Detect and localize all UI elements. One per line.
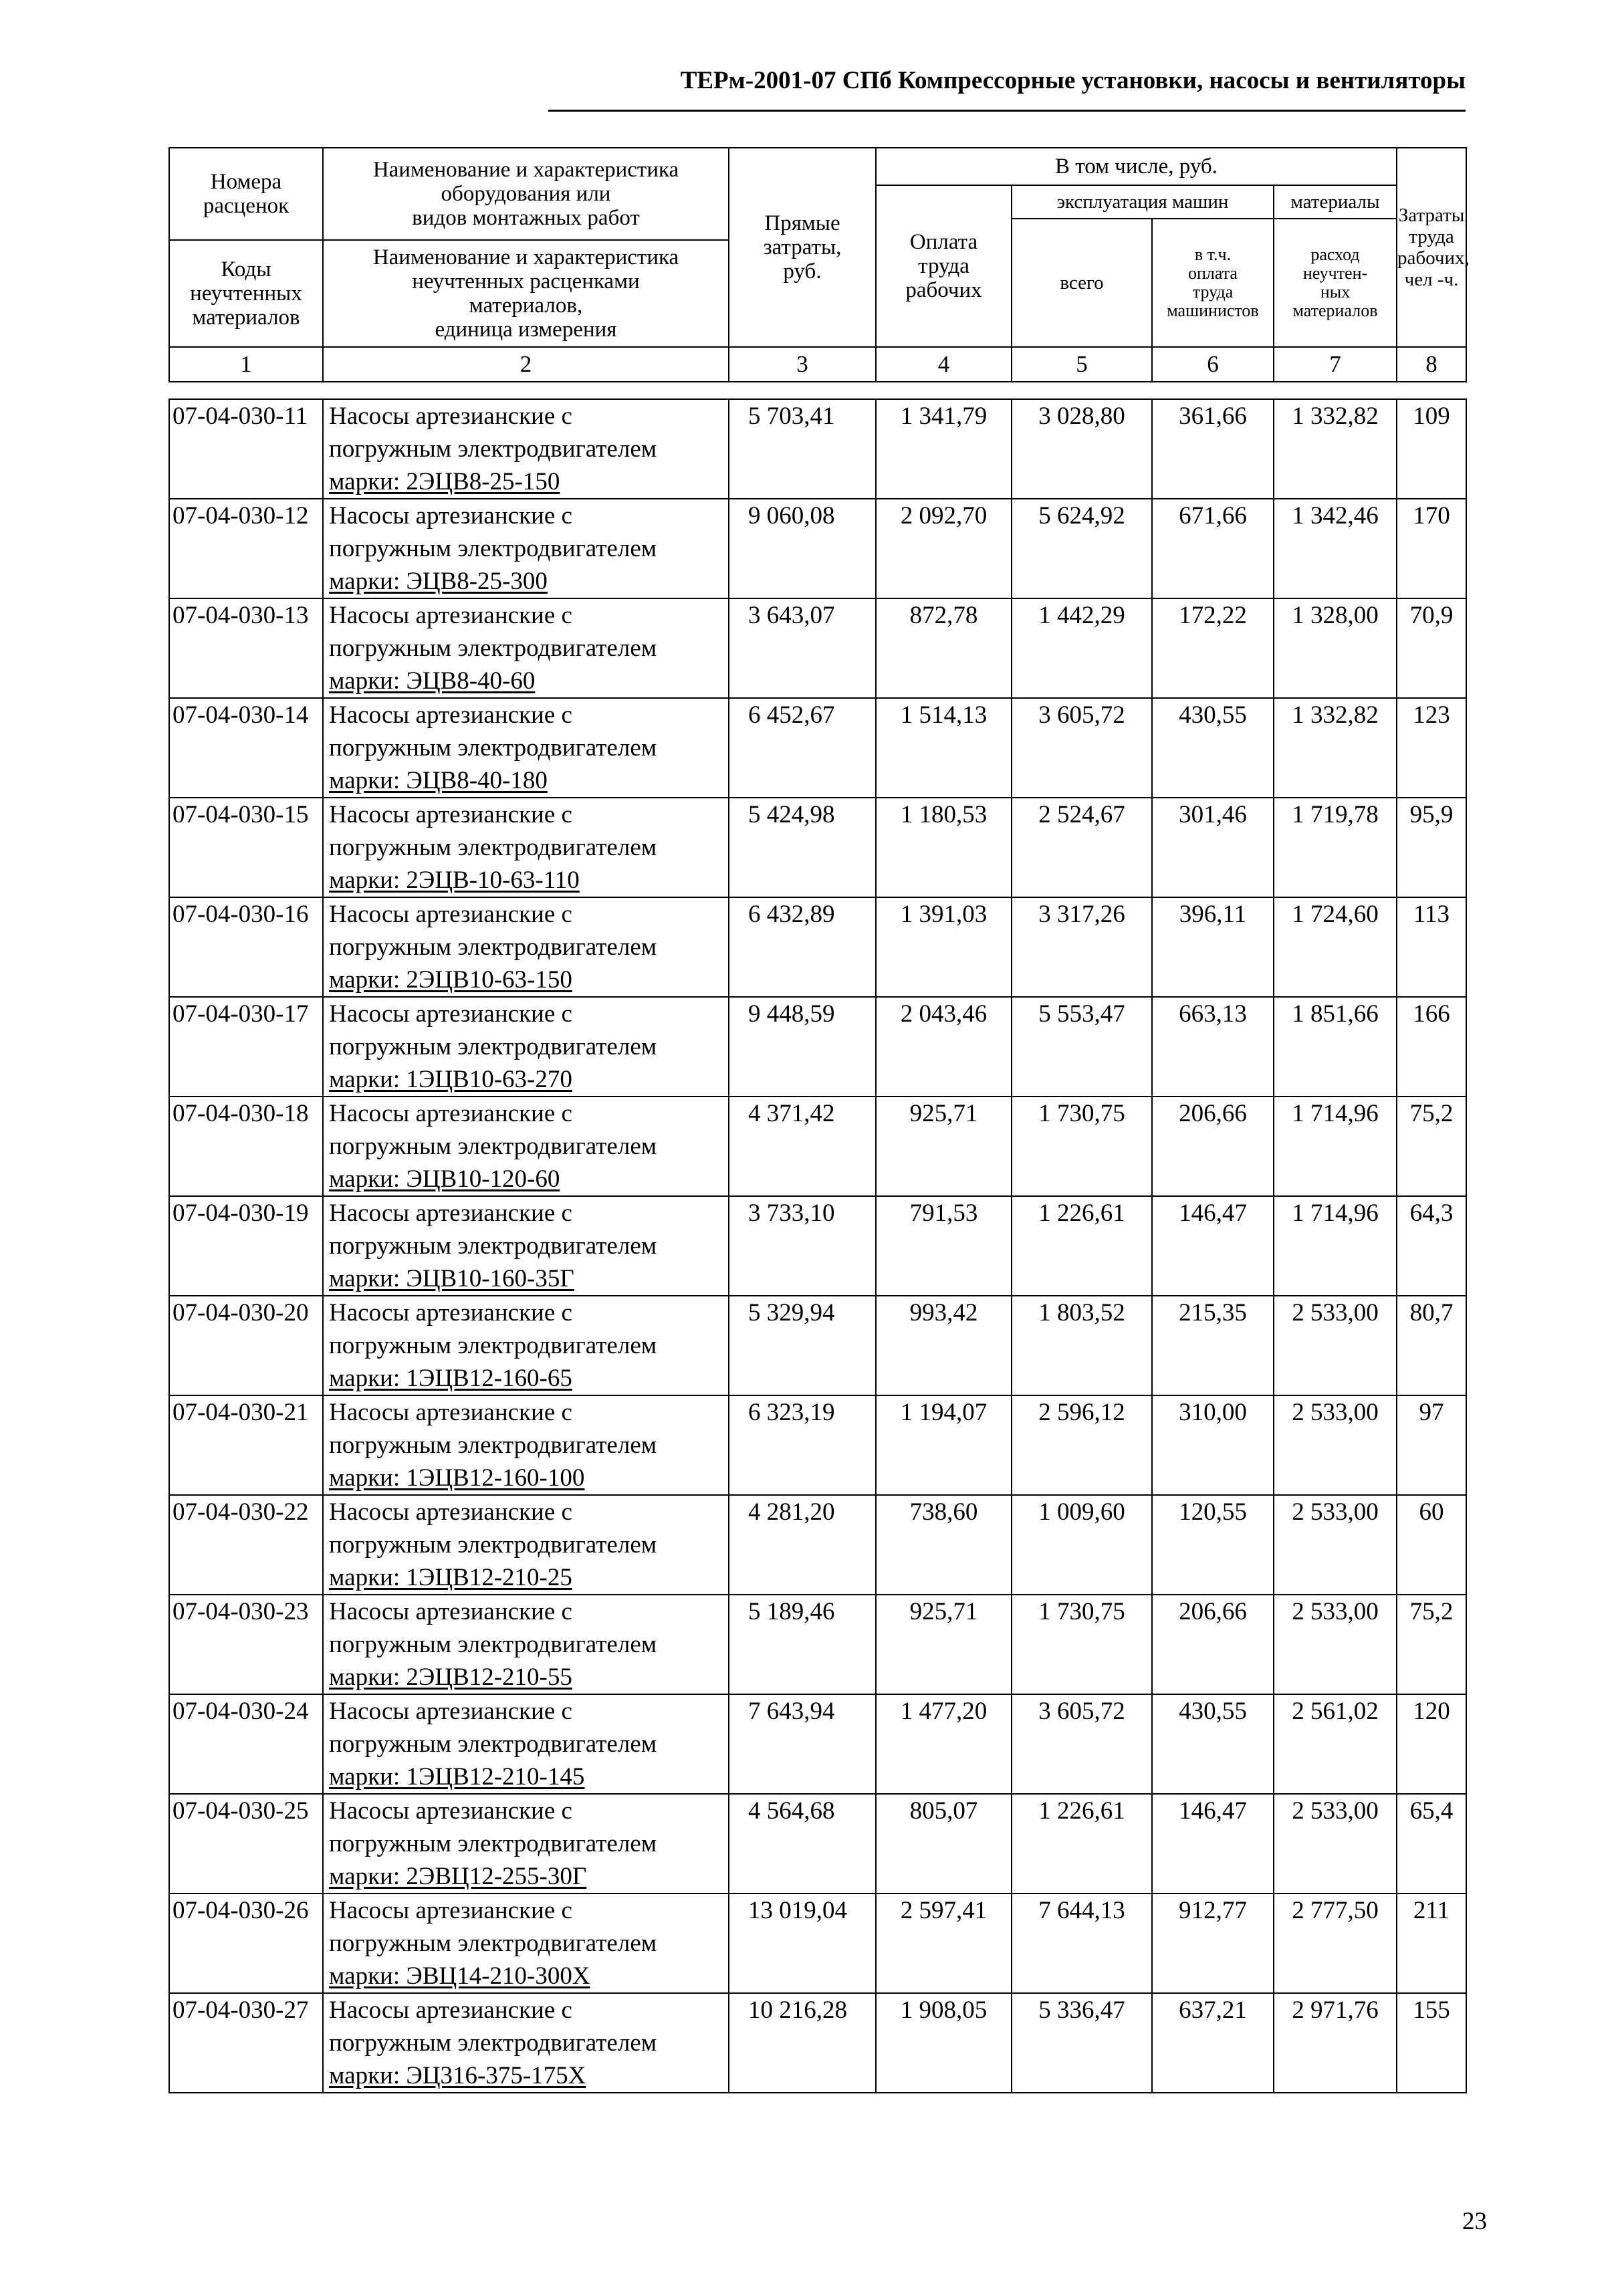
operators-pay: 396,11 — [1152, 897, 1274, 997]
direct-costs: 7 643,94 — [729, 1694, 876, 1794]
operators-pay: 912,77 — [1152, 1893, 1274, 1993]
table-row — [169, 598, 1466, 698]
labor-hours: 65,4 — [1397, 1794, 1466, 1893]
worker-pay: 1 194,07 — [876, 1395, 1012, 1495]
header-materials: материалы — [1274, 185, 1397, 219]
direct-costs: 4 564,68 — [729, 1794, 876, 1893]
worker-pay: 925,71 — [876, 1595, 1012, 1694]
labor-hours: 70,9 — [1397, 598, 1466, 698]
worker-pay: 1 477,20 — [876, 1694, 1012, 1794]
labor-hours: 113 — [1397, 897, 1466, 997]
rate-code: 07-04-030-21 — [169, 1395, 323, 1495]
materials-cost: 1 332,82 — [1274, 399, 1397, 499]
machines-total: 5 553,47 — [1012, 997, 1152, 1097]
operators-pay: 206,66 — [1152, 1097, 1274, 1196]
equipment-name: Насосы артезианские с погружным электродвигателем марки: 2ЭЦВ12-210-55 — [323, 1595, 729, 1694]
equipment-name: Насосы артезианские с погружным электродвигателем марки: ЭВЦ14-210-300Х — [323, 1893, 729, 1993]
worker-pay: 2 092,70 — [876, 499, 1012, 598]
labor-hours: 75,2 — [1397, 1097, 1466, 1196]
table-row — [169, 1694, 1466, 1794]
header-worker-pay: Оплата труда рабочих — [876, 185, 1012, 347]
materials-cost: 2 561,02 — [1274, 1694, 1397, 1794]
header-group-title: В том числе, руб. — [876, 148, 1397, 185]
equipment-name: Насосы артезианские с погружным электродвигателем марки: ЭЦВ10-120-60 — [323, 1097, 729, 1196]
machines-total: 1 730,75 — [1012, 1595, 1152, 1694]
worker-pay: 993,42 — [876, 1296, 1012, 1395]
materials-cost: 1 714,96 — [1274, 1196, 1397, 1296]
machines-total: 3 028,80 — [1012, 399, 1152, 499]
materials-cost: 2 971,76 — [1274, 1993, 1397, 2093]
worker-pay: 805,07 — [876, 1794, 1012, 1893]
rate-code: 07-04-030-12 — [169, 499, 323, 598]
labor-hours: 155 — [1397, 1993, 1466, 2093]
table-row — [169, 1794, 1466, 1893]
equipment-name: Насосы артезианские с погружным электродвигателем марки: ЭЦВ10-160-35Г — [323, 1196, 729, 1296]
rate-code: 07-04-030-27 — [169, 1993, 323, 2093]
operators-pay: 146,47 — [1152, 1794, 1274, 1893]
equipment-name: Насосы артезианские с погружным электродвигателем марки: ЭЦВ8-40-180 — [323, 698, 729, 798]
machines-total: 5 336,47 — [1012, 1993, 1152, 2093]
table-row — [169, 698, 1466, 798]
rate-code: 07-04-030-14 — [169, 698, 323, 798]
direct-costs: 6 452,67 — [729, 698, 876, 798]
worker-pay: 872,78 — [876, 598, 1012, 698]
labor-hours: 97 — [1397, 1395, 1466, 1495]
rate-code: 07-04-030-20 — [169, 1296, 323, 1395]
equipment-name: Насосы артезианские с погружным электродвигателем марки: 1ЭЦВ12-210-25 — [323, 1495, 729, 1595]
materials-cost: 2 533,00 — [1274, 1395, 1397, 1495]
materials-cost: 1 328,00 — [1274, 598, 1397, 698]
direct-costs: 9 060,08 — [729, 499, 876, 598]
direct-costs: 6 323,19 — [729, 1395, 876, 1495]
direct-costs: 4 281,20 — [729, 1495, 876, 1595]
worker-pay: 925,71 — [876, 1097, 1012, 1196]
materials-cost: 1 851,66 — [1274, 997, 1397, 1097]
labor-hours: 170 — [1397, 499, 1466, 598]
worker-pay: 738,60 — [876, 1495, 1012, 1595]
materials-cost: 1 714,96 — [1274, 1097, 1397, 1196]
direct-costs: 5 329,94 — [729, 1296, 876, 1395]
rate-code: 07-04-030-15 — [169, 798, 323, 897]
rates-table — [168, 398, 1467, 2093]
labor-hours: 64,3 — [1397, 1196, 1466, 1296]
table-row — [169, 499, 1466, 598]
materials-cost: 2 533,00 — [1274, 1794, 1397, 1893]
worker-pay: 2 043,46 — [876, 997, 1012, 1097]
equipment-name: Насосы артезианские с погружным электродвигателем марки: 2ЭЦВ8-25-150 — [323, 399, 729, 499]
operators-pay: 310,00 — [1152, 1395, 1274, 1495]
direct-costs: 6 432,89 — [729, 897, 876, 997]
direct-costs: 5 424,98 — [729, 798, 876, 897]
worker-pay: 1 341,79 — [876, 399, 1012, 499]
machines-total: 2 596,12 — [1012, 1395, 1152, 1495]
direct-costs: 10 216,28 — [729, 1993, 876, 2093]
equipment-name: Насосы артезианские с погружным электродвигателем марки: ЭЦВ8-25-300 — [323, 499, 729, 598]
machines-total: 1 442,29 — [1012, 598, 1152, 698]
machines-total: 1 226,61 — [1012, 1794, 1152, 1893]
machines-total: 1 009,60 — [1012, 1495, 1152, 1595]
materials-cost: 2 533,00 — [1274, 1296, 1397, 1395]
equipment-name: Насосы артезианские с погружным электродвигателем марки: 1ЭЦВ12-160-100 — [323, 1395, 729, 1495]
labor-hours: 123 — [1397, 698, 1466, 798]
header-direct-costs: Прямые затраты, руб. — [729, 148, 876, 347]
materials-cost: 1 724,60 — [1274, 897, 1397, 997]
equipment-name: Насосы артезианские с погружным электродвигателем марки: 1ЭЦВ12-160-65 — [323, 1296, 729, 1395]
table-row — [169, 1595, 1466, 1694]
labor-hours: 109 — [1397, 399, 1466, 499]
rate-code: 07-04-030-17 — [169, 997, 323, 1097]
rate-code: 07-04-030-18 — [169, 1097, 323, 1196]
operators-pay: 361,66 — [1152, 399, 1274, 499]
table-row — [169, 798, 1466, 897]
equipment-name: Насосы артезианские с погружным электродвигателем марки: 2ЭВЦ12-255-30Г — [323, 1794, 729, 1893]
rate-code: 07-04-030-22 — [169, 1495, 323, 1595]
worker-pay: 1 180,53 — [876, 798, 1012, 897]
worker-pay: 791,53 — [876, 1196, 1012, 1296]
materials-cost: 1 332,82 — [1274, 698, 1397, 798]
equipment-name: Насосы артезианские с погружным электродвигателем марки: 2ЭЦВ10-63-150 — [323, 897, 729, 997]
header-machines-total: всего — [1012, 219, 1152, 347]
machines-total: 1 730,75 — [1012, 1097, 1152, 1196]
labor-hours: 211 — [1397, 1893, 1466, 1993]
machines-total: 1 226,61 — [1012, 1196, 1152, 1296]
worker-pay: 1 908,05 — [876, 1993, 1012, 2093]
header-rate-numbers: Номера расценок — [169, 148, 323, 240]
rate-code: 07-04-030-24 — [169, 1694, 323, 1794]
table-row — [169, 1296, 1466, 1395]
direct-costs: 3 733,10 — [729, 1196, 876, 1296]
table-header — [168, 147, 1470, 382]
rate-code: 07-04-030-13 — [169, 598, 323, 698]
operators-pay: 637,21 — [1152, 1993, 1274, 2093]
machines-total: 7 644,13 — [1012, 1893, 1152, 1993]
operators-pay: 206,66 — [1152, 1595, 1274, 1694]
header-labor-hours: Затраты труда рабочих, чел -ч. — [1397, 148, 1466, 347]
machines-total: 5 624,92 — [1012, 499, 1152, 598]
equipment-name: Насосы артезианские с погружным электродвигателем марки: ЭЦВ8-40-60 — [323, 598, 729, 698]
operators-pay: 215,35 — [1152, 1296, 1274, 1395]
operators-pay: 671,66 — [1152, 499, 1274, 598]
rate-code: 07-04-030-16 — [169, 897, 323, 997]
labor-hours: 166 — [1397, 997, 1466, 1097]
equipment-name: Насосы артезианские с погружным электродвигателем марки: ЭЦ316-375-175Х — [323, 1993, 729, 2093]
rate-code: 07-04-030-25 — [169, 1794, 323, 1893]
table-row — [169, 997, 1466, 1097]
materials-cost: 1 719,78 — [1274, 798, 1397, 897]
rate-code: 07-04-030-19 — [169, 1196, 323, 1296]
page-number: 23 — [1462, 2208, 1487, 2235]
table-row — [169, 1993, 1466, 2093]
table-row — [169, 1495, 1466, 1595]
equipment-name: Насосы артезианские с погружным электродвигателем марки: 1ЭЦВ10-63-270 — [323, 997, 729, 1097]
labor-hours: 60 — [1397, 1495, 1466, 1595]
equipment-name: Насосы артезианские с погружным электродвигателем марки: 2ЭЦВ-10-63-110 — [323, 798, 729, 897]
rate-code: 07-04-030-23 — [169, 1595, 323, 1694]
running-header: ТЕРм-2001-07 СПб Компрессорные установки, насосы и вентиляторы — [680, 67, 1466, 94]
operators-pay: 120,55 — [1152, 1495, 1274, 1595]
materials-cost: 2 533,00 — [1274, 1595, 1397, 1694]
labor-hours: 95,9 — [1397, 798, 1466, 897]
equipment-name: Насосы артезианские с погружным электродвигателем марки: 1ЭЦВ12-210-145 — [323, 1694, 729, 1794]
direct-costs: 3 643,07 — [729, 598, 876, 698]
operators-pay: 663,13 — [1152, 997, 1274, 1097]
labor-hours: 80,7 — [1397, 1296, 1466, 1395]
worker-pay: 2 597,41 — [876, 1893, 1012, 1993]
machines-total: 3 605,72 — [1012, 698, 1152, 798]
direct-costs: 5 703,41 — [729, 399, 876, 499]
labor-hours: 75,2 — [1397, 1595, 1466, 1694]
worker-pay: 1 391,03 — [876, 897, 1012, 997]
materials-cost: 2 533,00 — [1274, 1495, 1397, 1595]
rate-code: 07-04-030-11 — [169, 399, 323, 499]
table-row — [169, 1196, 1466, 1296]
direct-costs: 5 189,46 — [729, 1595, 876, 1694]
operators-pay: 430,55 — [1152, 698, 1274, 798]
worker-pay: 1 514,13 — [876, 698, 1012, 798]
materials-cost: 2 777,50 — [1274, 1893, 1397, 1993]
operators-pay: 301,46 — [1152, 798, 1274, 897]
direct-costs: 9 448,59 — [729, 997, 876, 1097]
header-material-name: Наименование и характеристика неучтенных расценками материалов, единица измерения — [323, 240, 729, 347]
table-row — [169, 399, 1466, 499]
table-row — [169, 1395, 1466, 1495]
header-material-codes: Коды неучтенных материалов — [169, 240, 323, 347]
rate-code: 07-04-030-26 — [169, 1893, 323, 1993]
operators-pay: 146,47 — [1152, 1196, 1274, 1296]
labor-hours: 120 — [1397, 1694, 1466, 1794]
operators-pay: 172,22 — [1152, 598, 1274, 698]
table-row — [169, 1893, 1466, 1993]
header-machines: эксплуатация машин — [1012, 185, 1274, 219]
header-rule — [548, 110, 1466, 112]
header-column-numbers: 1 2 3 4 5 6 7 8 — [169, 347, 1466, 382]
operators-pay: 430,55 — [1152, 1694, 1274, 1794]
machines-total: 2 524,67 — [1012, 798, 1152, 897]
header-work-name: Наименование и характеристика оборудования или видов монтажных работ — [323, 148, 729, 240]
table-row — [169, 1097, 1466, 1196]
header-operators-pay: в т.ч. оплата труда машинистов — [1152, 219, 1274, 347]
direct-costs: 4 371,42 — [729, 1097, 876, 1196]
direct-costs: 13 019,04 — [729, 1893, 876, 1993]
machines-total: 3 605,72 — [1012, 1694, 1152, 1794]
machines-total: 3 317,26 — [1012, 897, 1152, 997]
materials-cost: 1 342,46 — [1274, 499, 1397, 598]
table-row — [169, 897, 1466, 997]
header-materials-usage: расход неучтен- ных материалов — [1274, 219, 1397, 347]
machines-total: 1 803,52 — [1012, 1296, 1152, 1395]
